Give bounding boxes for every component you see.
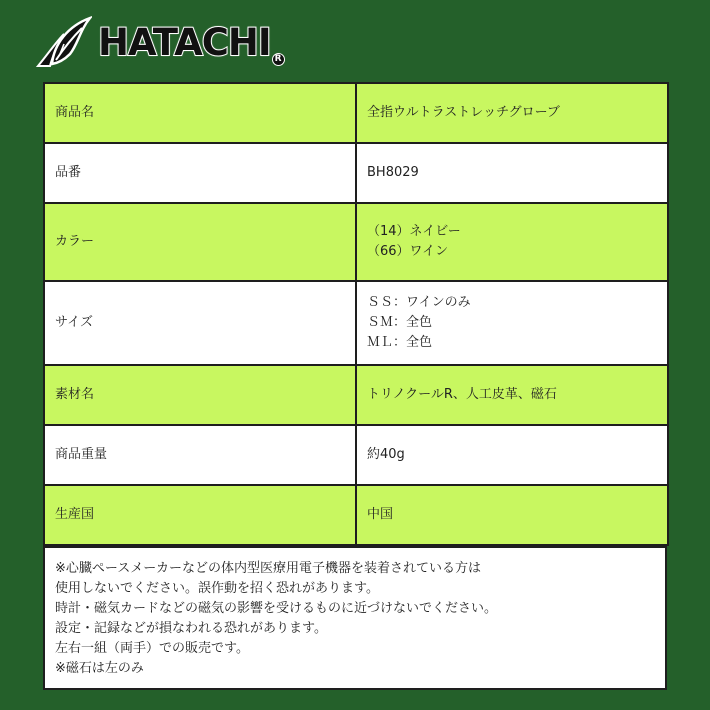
spec-row-weight (44, 425, 668, 485)
spec-label: 素材名 (44, 365, 356, 425)
spec-value: BH8029 (356, 143, 668, 203)
note-line: 設定・記録などが損なわれる恐れがあります。 (55, 621, 327, 636)
spec-label: 商品重量 (44, 425, 356, 485)
spec-table (43, 82, 669, 546)
spec-value: 中国 (356, 485, 668, 545)
brand-name: HATACHI (98, 20, 271, 64)
spec-label: カラー (44, 203, 356, 281)
caution-notes (43, 546, 667, 690)
spec-row-product-name (44, 83, 668, 143)
note-line: ※心臓ペースメーカーなどの体内型医療用電子機器を装着されている方は (55, 561, 481, 576)
spec-row-size (44, 281, 668, 365)
spec-label: 品番 (44, 143, 356, 203)
brand-logo (34, 14, 285, 70)
spec-label: 商品名 (44, 83, 356, 143)
registered-mark: R (272, 53, 285, 66)
leaf-swoosh-icon (34, 14, 92, 70)
note-line: ※磁石は左のみ (55, 661, 144, 676)
spec-value: ＳＳ：ワインのみ ＳＭ：全色 ＭＬ：全色 (356, 281, 668, 365)
note-line: 時計・磁気カードなどの磁気の影響を受けるものに近づけないでください。 (55, 601, 498, 616)
spec-label: 生産国 (44, 485, 356, 545)
spec-value: （14）ネイビー （66）ワイン (356, 203, 668, 281)
spec-row-material (44, 365, 668, 425)
note-line: 使用しないでください。誤作動を招く恐れがあります。 (55, 581, 379, 596)
spec-value: 全指ウルトラストレッチグローブ (356, 83, 668, 143)
spec-row-color (44, 203, 668, 281)
spec-value: トリノクールR、人工皮革、磁石 (356, 365, 668, 425)
spec-row-product-number (44, 143, 668, 203)
spec-label: サイズ (44, 281, 356, 365)
spec-row-origin (44, 485, 668, 545)
spec-value: 約40g (356, 425, 668, 485)
note-line: 左右一組（両手）での販売です。 (55, 641, 249, 656)
